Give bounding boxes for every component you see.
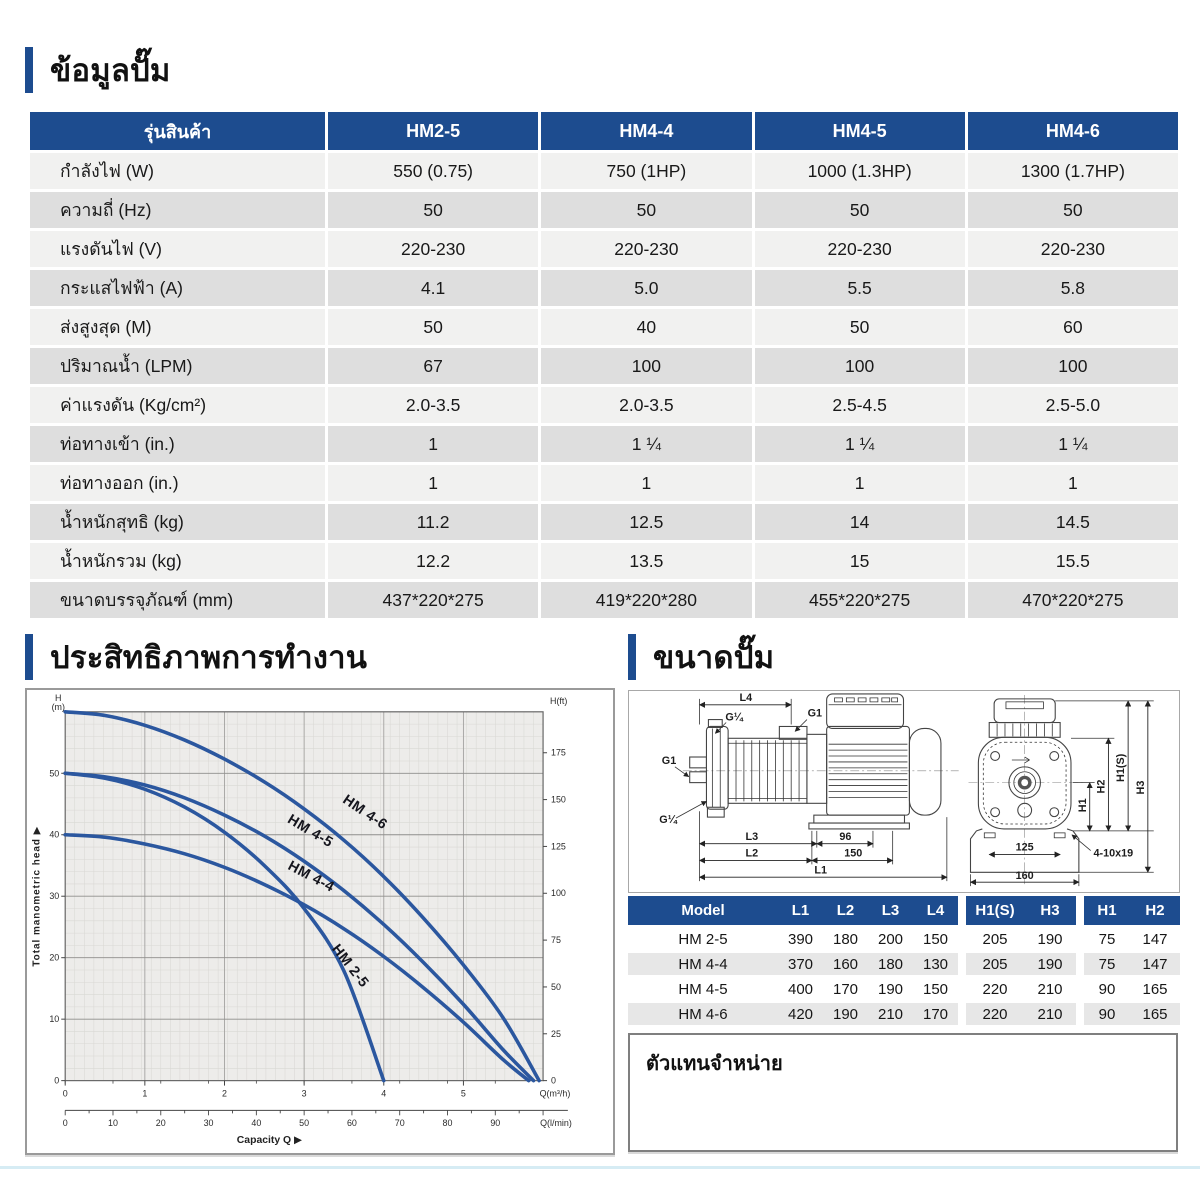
spec-value-HM4-4: 13.5 <box>541 543 751 579</box>
dim-label-150: 150 <box>844 847 863 860</box>
spec-value-HM2-5: 550 (0.75) <box>328 153 538 189</box>
spec-table <box>30 112 1178 618</box>
dims-value-H3: 190 <box>1024 928 1076 950</box>
title-accent-bar <box>25 47 33 93</box>
spec-value-HM2-5: 220-230 <box>328 231 538 267</box>
dims-header-gap <box>958 896 966 925</box>
dim-label-H3: H3 <box>1134 780 1147 795</box>
spec-header-model: รุ่นสินค้า <box>30 112 325 150</box>
svg-text:Total manometric head ▶: Total manometric head ▶ <box>31 825 43 967</box>
svg-text:Capacity Q ▶: Capacity Q ▶ <box>236 1135 303 1147</box>
dims-value-H2: 147 <box>1130 953 1180 975</box>
svg-text:10: 10 <box>108 1118 118 1129</box>
dims-header-L2: L2 <box>823 896 868 925</box>
dims-value-H3: 210 <box>1024 1003 1076 1025</box>
svg-text:H(ft): H(ft) <box>550 695 568 706</box>
dims-value-H1S: 220 <box>966 1003 1024 1025</box>
spec-row-label: กระแสไฟฟ้า (A) <box>30 270 325 306</box>
spec-value-HM4-5: 14 <box>755 504 965 540</box>
dims-value-H1S: 205 <box>966 953 1024 975</box>
curve-label-HM4-5: HM 4-5 <box>284 811 336 852</box>
svg-text:60: 60 <box>346 1118 357 1129</box>
spec-value-HM4-6: 50 <box>968 192 1178 228</box>
spec-value-HM4-4: 40 <box>541 309 751 345</box>
spec-value-HM2-5: 437*220*275 <box>328 582 538 618</box>
spec-value-HM4-6: 15.5 <box>968 543 1178 579</box>
dims-header-H2: H2 <box>1130 896 1180 925</box>
svg-text:30: 30 <box>49 891 60 902</box>
spec-row-label: ปริมาณน้ำ (LPM) <box>30 348 325 384</box>
svg-text:50: 50 <box>299 1118 310 1129</box>
dims-value-H1S: 205 <box>966 928 1024 950</box>
dims-value-L2: 190 <box>823 1003 868 1025</box>
dims-header-L1: L1 <box>778 896 823 925</box>
spec-row-label: น้ำหนักสุทธิ (kg) <box>30 504 325 540</box>
bottom-divider <box>0 1166 1200 1169</box>
svg-text:0: 0 <box>62 1088 68 1099</box>
spec-value-HM4-6: 1 <box>968 465 1178 501</box>
dims-value-H2: 165 <box>1130 978 1180 1000</box>
svg-text:0: 0 <box>62 1118 68 1129</box>
spec-header-HM2-5: HM2-5 <box>328 112 538 150</box>
performance-chart <box>27 690 613 1153</box>
spec-value-HM4-4: 1 <box>541 465 751 501</box>
dims-value-H1S: 220 <box>966 978 1024 1000</box>
dims-row-gap <box>1076 1003 1084 1025</box>
spec-value-HM2-5: 2.0-3.5 <box>328 387 538 423</box>
dim-label-G14-top: G¼ <box>725 711 743 724</box>
performance-chart-box <box>25 688 615 1155</box>
dims-value-L3: 200 <box>868 928 913 950</box>
dim-label-G14-bottom: G¼ <box>659 814 677 827</box>
svg-text:30: 30 <box>203 1118 214 1129</box>
curve-label-HM2-5: HM 2-5 <box>328 941 372 991</box>
dim-label-H1S: H1(S) <box>1115 753 1128 782</box>
svg-text:40: 40 <box>49 829 60 840</box>
title-accent-bar <box>25 634 33 680</box>
spec-value-HM4-6: 2.5-5.0 <box>968 387 1178 423</box>
dims-value-L4: 150 <box>913 978 958 1000</box>
dims-value-L1: 370 <box>778 953 823 975</box>
dims-value-L3: 190 <box>868 978 913 1000</box>
dims-header-H1: H1 <box>1084 896 1130 925</box>
svg-text:0: 0 <box>551 1075 556 1086</box>
spec-value-HM2-5: 1 <box>328 426 538 462</box>
spec-value-HM2-5: 11.2 <box>328 504 538 540</box>
svg-text:80: 80 <box>442 1118 453 1129</box>
dims-header-L3: L3 <box>868 896 913 925</box>
dim-label-bolt-spec: 4-10x19 <box>1093 847 1134 860</box>
dimensions-table <box>628 896 1180 1025</box>
svg-text:40: 40 <box>251 1118 262 1129</box>
dimensions-title: ขนาดปั๊ม <box>653 640 775 675</box>
spec-value-HM4-6: 220-230 <box>968 231 1178 267</box>
spec-value-HM4-5: 1000 (1.3HP) <box>755 153 965 189</box>
dims-value-H3: 210 <box>1024 978 1076 1000</box>
dims-row-gap <box>958 928 966 950</box>
spec-value-HM4-5: 15 <box>755 543 965 579</box>
dims-value-L1: 390 <box>778 928 823 950</box>
dims-row-model: HM 2-5 <box>628 928 778 950</box>
svg-text:150: 150 <box>551 794 566 805</box>
spec-row-label: ท่อทางเข้า (in.) <box>30 426 325 462</box>
spec-value-HM4-4: 750 (1HP) <box>541 153 751 189</box>
dim-label-96: 96 <box>839 830 852 843</box>
spec-row-label: ส่งสูงสุด (M) <box>30 309 325 345</box>
spec-header-HM4-6: HM4-6 <box>968 112 1178 150</box>
spec-value-HM2-5: 1 <box>328 465 538 501</box>
dims-value-L3: 180 <box>868 953 913 975</box>
spec-value-HM4-5: 100 <box>755 348 965 384</box>
dims-value-H2: 165 <box>1130 1003 1180 1025</box>
dims-value-H2: 147 <box>1130 928 1180 950</box>
dealer-box <box>628 1033 1178 1152</box>
pump-technical-drawing <box>629 691 1178 891</box>
spec-value-HM4-4: 419*220*280 <box>541 582 751 618</box>
spec-header-HM4-5: HM4-5 <box>755 112 965 150</box>
dims-value-L2: 160 <box>823 953 868 975</box>
pump-drawing-box <box>628 690 1180 893</box>
spec-row-label: ขนาดบรรจุภัณฑ์ (mm) <box>30 582 325 618</box>
section-specs-title <box>25 45 171 95</box>
performance-title: ประสิทธิภาพการทำงาน <box>50 640 368 675</box>
dim-label-H2: H2 <box>1095 779 1108 794</box>
svg-text:H(m): H (m) <box>51 692 65 712</box>
dims-value-L1: 400 <box>778 978 823 1000</box>
dims-value-H1: 90 <box>1084 1003 1130 1025</box>
svg-text:25: 25 <box>551 1028 561 1039</box>
svg-text:70: 70 <box>394 1118 405 1129</box>
spec-value-HM4-6: 14.5 <box>968 504 1178 540</box>
dims-header-H1S: H1(S) <box>966 896 1024 925</box>
dim-label-L1: L1 <box>814 864 828 877</box>
svg-text:10: 10 <box>49 1014 60 1025</box>
spec-value-HM4-4: 1 ¼ <box>541 426 751 462</box>
dealer-label: ตัวแทนจำหน่าย <box>646 1053 783 1075</box>
svg-text:3: 3 <box>301 1088 307 1099</box>
spec-value-HM2-5: 4.1 <box>328 270 538 306</box>
svg-text:20: 20 <box>49 952 60 963</box>
section-dimensions-title <box>628 632 774 682</box>
dims-header-L4: L4 <box>913 896 958 925</box>
dims-row-gap <box>1076 953 1084 975</box>
curve-label-HM4-6: HM 4-6 <box>339 791 391 834</box>
spec-value-HM4-5: 2.5-4.5 <box>755 387 965 423</box>
svg-text:50: 50 <box>551 981 561 992</box>
spec-value-HM4-4: 100 <box>541 348 751 384</box>
svg-text:175: 175 <box>551 747 566 758</box>
spec-value-HM4-5: 220-230 <box>755 231 965 267</box>
svg-text:20: 20 <box>155 1118 166 1129</box>
spec-value-HM4-4: 2.0-3.5 <box>541 387 751 423</box>
svg-text:Q(l/min): Q(l/min) <box>540 1118 572 1129</box>
dim-label-G1-left: G1 <box>661 754 677 767</box>
dim-label-L3: L3 <box>745 830 759 843</box>
spec-value-HM4-5: 455*220*275 <box>755 582 965 618</box>
dims-value-H3: 190 <box>1024 953 1076 975</box>
spec-value-HM4-5: 1 <box>755 465 965 501</box>
spec-value-HM2-5: 50 <box>328 309 538 345</box>
spec-value-HM4-4: 50 <box>541 192 751 228</box>
svg-text:5: 5 <box>460 1088 466 1099</box>
dim-label-H1: H1 <box>1076 798 1089 813</box>
title-accent-bar <box>628 634 636 680</box>
dims-value-L4: 150 <box>913 928 958 950</box>
spec-row-label: ท่อทางออก (in.) <box>30 465 325 501</box>
dims-value-L2: 180 <box>823 928 868 950</box>
spec-value-HM4-5: 50 <box>755 192 965 228</box>
svg-text:2: 2 <box>222 1088 227 1099</box>
dims-value-H1: 75 <box>1084 953 1130 975</box>
dim-label-L4: L4 <box>739 691 753 704</box>
spec-value-HM4-6: 100 <box>968 348 1178 384</box>
svg-text:90: 90 <box>490 1118 501 1129</box>
pump-side-view <box>659 692 958 881</box>
flow-arrow-icon <box>1012 757 1030 763</box>
spec-value-HM2-5: 12.2 <box>328 543 538 579</box>
spec-value-HM4-6: 1 ¼ <box>968 426 1178 462</box>
spec-row-label: ความถี่ (Hz) <box>30 192 325 228</box>
dims-row-model: HM 4-5 <box>628 978 778 1000</box>
dims-row-gap <box>958 978 966 1000</box>
page-title: ข้อมูลปั๊ม <box>50 53 171 88</box>
spec-value-HM2-5: 50 <box>328 192 538 228</box>
dims-row-model: HM 4-4 <box>628 953 778 975</box>
dims-value-H1: 90 <box>1084 978 1130 1000</box>
spec-value-HM4-5: 1 ¼ <box>755 426 965 462</box>
spec-value-HM4-6: 60 <box>968 309 1178 345</box>
dim-label-125: 125 <box>1015 841 1034 854</box>
spec-value-HM2-5: 67 <box>328 348 538 384</box>
svg-text:4: 4 <box>381 1088 387 1099</box>
dims-row-gap <box>1076 928 1084 950</box>
svg-text:0: 0 <box>54 1075 60 1086</box>
spec-value-HM4-5: 50 <box>755 309 965 345</box>
dims-row-gap <box>958 1003 966 1025</box>
dim-label-G1-top: G1 <box>807 707 823 720</box>
curve-label-HM4-4: HM 4-4 <box>285 858 337 896</box>
pump-front-view <box>969 695 1154 886</box>
spec-row-label: กำลังไฟ (W) <box>30 153 325 189</box>
dims-row-model: HM 4-6 <box>628 1003 778 1025</box>
svg-text:50: 50 <box>49 768 60 779</box>
spec-value-HM4-5: 5.5 <box>755 270 965 306</box>
spec-row-label: น้ำหนักรวม (kg) <box>30 543 325 579</box>
spec-row-label: ค่าแรงดัน (Kg/cm²) <box>30 387 325 423</box>
spec-value-HM4-6: 470*220*275 <box>968 582 1178 618</box>
dims-row-gap <box>1076 978 1084 1000</box>
spec-row-label: แรงดันไฟ (V) <box>30 231 325 267</box>
svg-text:1: 1 <box>142 1088 148 1099</box>
section-performance-title <box>25 632 367 682</box>
dims-value-L1: 420 <box>778 1003 823 1025</box>
svg-text:Q(m³/h): Q(m³/h) <box>539 1088 571 1099</box>
dims-header-H3: H3 <box>1024 896 1076 925</box>
svg-text:125: 125 <box>551 841 566 852</box>
dims-value-L4: 130 <box>913 953 958 975</box>
dims-row-gap <box>958 953 966 975</box>
spec-header-HM4-4: HM4-4 <box>541 112 751 150</box>
dims-header-gap <box>1076 896 1084 925</box>
dims-value-L4: 170 <box>913 1003 958 1025</box>
dims-value-L2: 170 <box>823 978 868 1000</box>
dim-label-160: 160 <box>1015 870 1034 883</box>
dims-header-model: Model <box>628 896 778 925</box>
svg-text:75: 75 <box>551 935 561 946</box>
spec-value-HM4-6: 5.8 <box>968 270 1178 306</box>
spec-value-HM4-4: 5.0 <box>541 270 751 306</box>
dim-label-L2: L2 <box>745 847 759 860</box>
dims-value-L3: 210 <box>868 1003 913 1025</box>
spec-value-HM4-6: 1300 (1.7HP) <box>968 153 1178 189</box>
spec-value-HM4-4: 12.5 <box>541 504 751 540</box>
dims-value-H1: 75 <box>1084 928 1130 950</box>
spec-value-HM4-4: 220-230 <box>541 231 751 267</box>
svg-text:100: 100 <box>551 888 566 899</box>
